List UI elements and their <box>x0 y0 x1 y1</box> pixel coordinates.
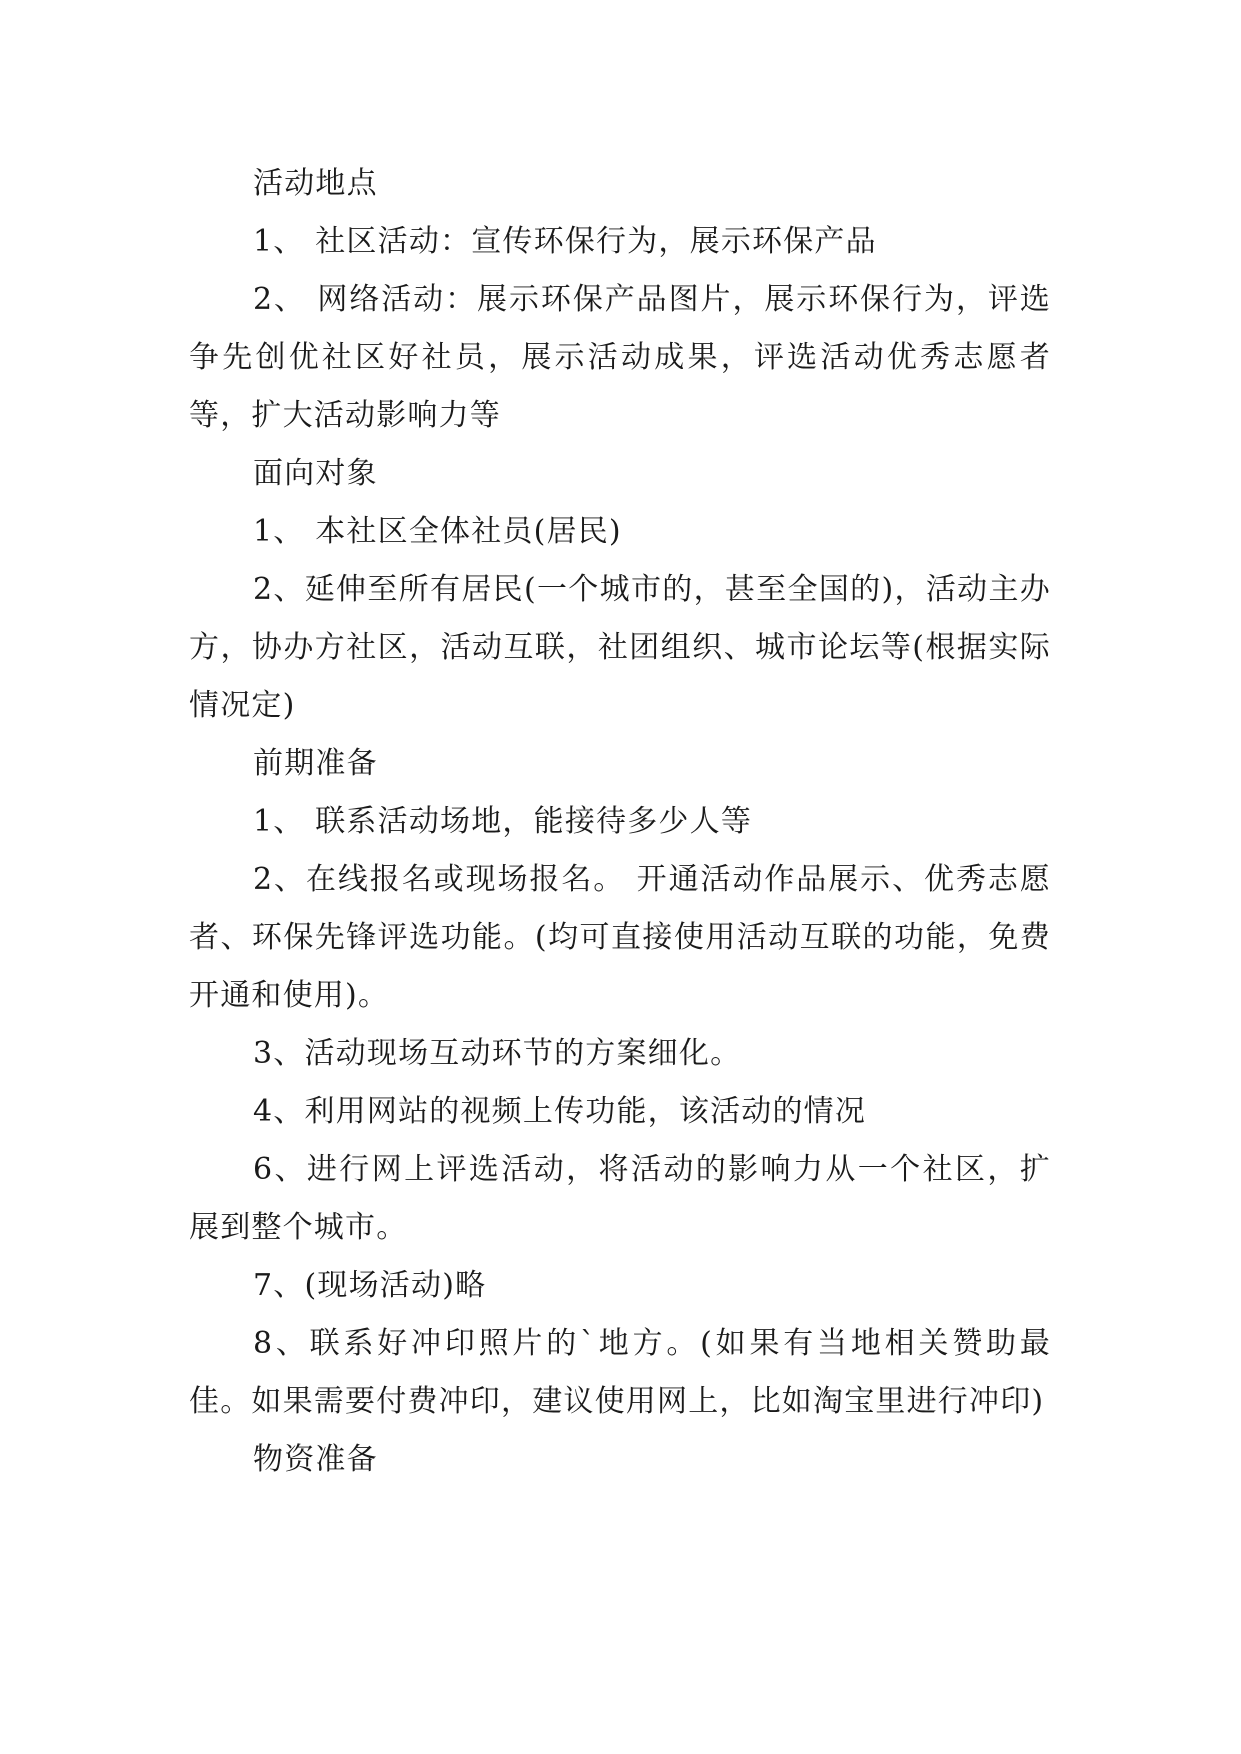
list-item: 2、 网络活动：展示环保产品图片，展示环保行为，评选争先创优社区好社员，展示活动成果，评选活动优秀志愿者等，扩大活动影响力等 <box>189 282 1051 433</box>
list-item: 6、进行网上评选活动，将活动的影响力从一个社区，扩展到整个城市。 <box>189 1152 1051 1245</box>
list-item: 1、 本社区全体社员(居民) <box>253 514 622 549</box>
section-heading-materials: 物资准备 <box>253 1442 378 1477</box>
list-item: 4、利用网站的视频上传功能，该活动的情况 <box>253 1094 867 1129</box>
list-item: 7、(现场活动)略 <box>253 1268 487 1303</box>
list-item: 2、延伸至所有居民(一个城市的，甚至全国的)，活动主办方，协办方社区，活动互联，社团组织、城市论坛等(根据实际情况定) <box>189 572 1051 723</box>
section-heading-preparation: 前期准备 <box>253 746 378 781</box>
list-item: 1、 社区活动：宣传环保行为，展示环保产品 <box>253 224 877 259</box>
list-item: 3、活动现场互动环节的方案细化。 <box>253 1036 742 1071</box>
section-heading-location: 活动地点 <box>253 166 378 201</box>
list-item: 1、 联系活动场地，能接待多少人等 <box>253 804 753 839</box>
list-item: 8、联系好冲印照片的`地方。(如果有当地相关赞助最佳。如果需要付费冲印，建议使用网上，比如淘宝里进行冲印) <box>189 1326 1051 1419</box>
section-heading-audience: 面向对象 <box>253 456 378 491</box>
list-item: 2、在线报名或现场报名。 开通活动作品展示、优秀志愿者、环保先锋评选功能。(均可直接使用活动互联的功能，免费开通和使用)。 <box>189 862 1051 1013</box>
document-body <box>189 155 1051 1489</box>
